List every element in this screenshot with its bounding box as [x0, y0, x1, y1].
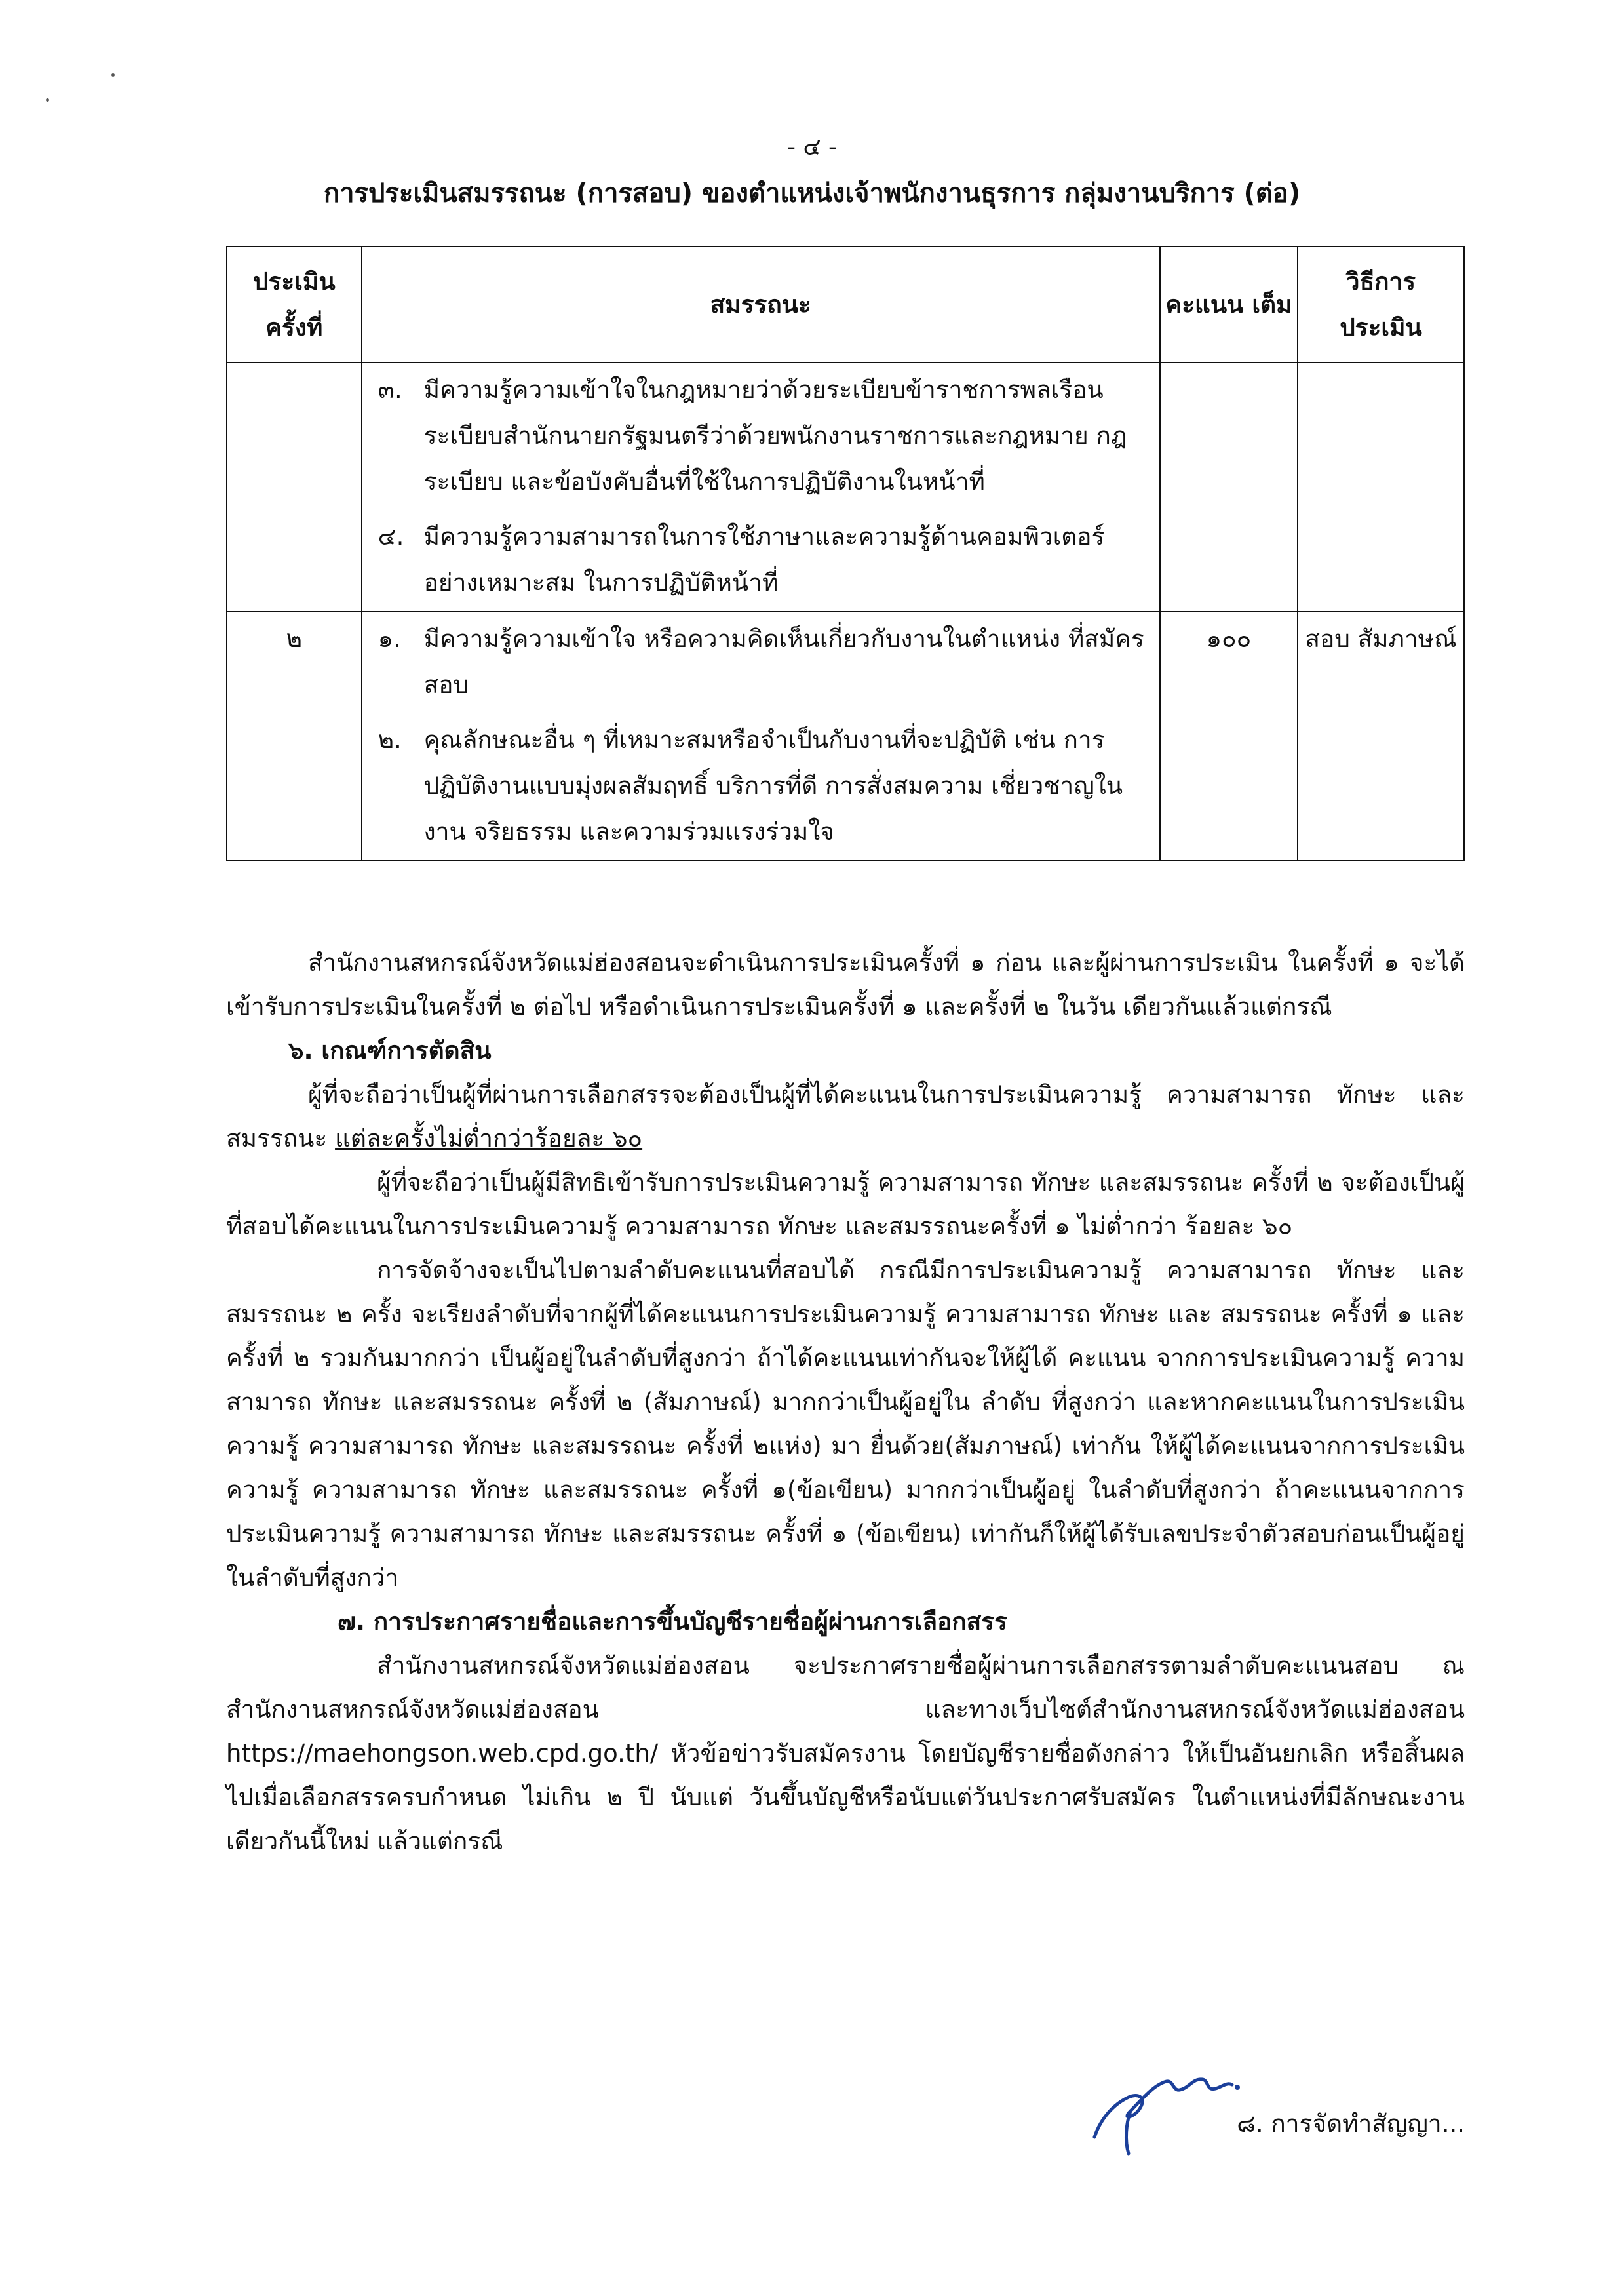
competency-item	[378, 514, 1150, 606]
header-score: คะแนน เต็ม	[1160, 246, 1298, 363]
paragraph-pass-criteria	[226, 1073, 1465, 1160]
score-cell	[1160, 363, 1298, 612]
scan-speck	[46, 98, 49, 102]
paragraph-ranking: การจัดจ้างจะเป็นไปตามลำดับคะแนนที่สอบได้ กรณีมีการประเมินความรู้ ความสามารถ ทักษะ และสมรรถนะ ๒ ครั้ง จะเรียงลำดับที่จากผู้ที่ได้คะแนนการประเมินความรู้ ความสามารถ ทักษะ และ สมรรถนะ ครั้งที่ ๑ และครั้งที่ ๒ รวมกันมากกว่า เป็นผู้อยู่ในลำดับที่สูงกว่า ถ้าได้คะแนนเท่ากันจะให้ผู้ได้ คะแนน จากการประเมินความรู้ ความสามารถ ทักษะ และสมรรถนะ ครั้งที่ ๒ (สัมภาษณ์) มากกว่าเป็นผู้อยู่ใน ลำดับ ที่สูงกว่า และหากคะแนนในการประเมินความรู้ ความสามารถ ทักษะ และสมรรถนะ ครั้งที่ ๒แห่ง) มา ยื่นด้วย(สัมภาษณ์) เท่ากัน ให้ผู้ได้คะแนนจากการประเมินความรู้ ความสามารถ ทักษะ และสมรรถนะ ครั้งที่ ๑(ข้อเขียน) มากกว่าเป็นผู้อยู่ ในลำดับที่สูงกว่า ถ้าคะแนนจากการประเมินความรู้ ความสามารถ ทักษะ และสมรรถนะ ครั้งที่ ๑ (ข้อเขียน) เท่ากันก็ให้ผู้ได้รับเลขประจำตัวสอบก่อนเป็นผู้อยู่ในลำดับที่สูงกว่า	[226, 1256, 1465, 1592]
competency-item	[378, 717, 1150, 855]
page-title: การประเมินสมรรถนะ (การสอบ) ของตำแหน่งเจ้าพนักงานธุรการ กลุ่มงานบริการ (ต่อ)	[323, 178, 1301, 208]
competency-cell	[362, 612, 1160, 861]
section-heading-criteria: ๖. เกณฑ์การตัดสิน	[288, 1036, 492, 1065]
scan-speck	[111, 73, 115, 77]
paragraph-assessment-order: สำนักงานสหกรณ์จังหวัดแม่ฮ่องสอนจะดำเนินการประเมินครั้งที่ ๑ ก่อน และผู้ผ่านการประเมิน ในครั้งที่ ๑ จะได้เข้ารับการประเมินในครั้งที่ ๒ ต่อไป หรือดำเนินการประเมินครั้งที่ ๑ และครั้งที่ ๒ ในวัน เดียวกันแล้วแต่กรณี	[226, 949, 1465, 1021]
competency-cell	[362, 363, 1160, 612]
table-header-row	[227, 246, 1464, 363]
pass-threshold: แต่ละครั้งไม่ต่ำกว่าร้อยละ ๖๐	[335, 1124, 643, 1152]
item-text: มีความรู้ความสามารถในการใช้ภาษาและความรู้ด้านคอมพิวเตอร์ อย่างเหมาะสม ในการปฏิบัติหน้าที่	[423, 522, 1105, 597]
item-text: คุณลักษณะอื่น ๆ ที่เหมาะสมหรือจำเป็นกับงานที่จะปฏิบัติ เช่น การปฏิบัติงานแบบมุ่งผลสัมฤทธิ์ บริการที่ดี การสั่งสมความ เชี่ยวชาญในงาน จริยธรรม และความร่วมแรงร่วมใจ	[423, 726, 1123, 846]
competency-table	[226, 246, 1465, 861]
paragraph-announcement: สำนักงานสหกรณ์จังหวัดแม่ฮ่องสอน จะประกาศรายชื่อผู้ผ่านการเลือกสรรตามลำดับคะแนนสอบ ณ สำนักงานสหกรณ์จังหวัดแม่ฮ่องสอน และทางเว็บไซต์สำนักงานสหกรณ์จังหวัดแม่ฮ่องสอน https://maehongson.web.cpd.go.th/ หัวข้อข่าวรับสมัครงาน โดยบัญชีรายชื่อดังกล่าว ให้เป็นอันยกเลิก หรือสิ้นผลไปเมื่อเลือกสรรครบกำหนด ไม่เกิน ๒ ปี นับแต่ วันขึ้นบัญชีหรือนับแต่วันประกาศรับสมัคร ในตำแหน่งที่มีลักษณะงานเดียวกันนี้ใหม่ แล้วแต่กรณี	[226, 1651, 1465, 1855]
item-number: ๒.	[377, 726, 402, 754]
item-number: ๓.	[377, 376, 402, 404]
header-method: วิธีการ ประเมิน	[1298, 246, 1464, 363]
paragraph-eligibility: ผู้ที่จะถือว่าเป็นผู้มีสิทธิเข้ารับการประเมินความรู้ ความสามารถ ทักษะ และสมรรถนะ ครั้งที่ ๒ จะต้องเป็นผู้ที่สอบได้คะแนนในการประเมินความรู้ ความสามารถ ทักษะ และสมรรถนะครั้งที่ ๑ ไม่ต่ำกว่า ร้อยละ ๖๐	[226, 1168, 1465, 1240]
item-number: ๔.	[377, 522, 404, 551]
header-round: ประเมิน ครั้งที่	[227, 246, 362, 363]
method-cell: สอบ สัมภาษณ์	[1298, 612, 1464, 861]
round-cell	[227, 363, 362, 612]
table-row	[227, 612, 1464, 861]
page-number: - ๔ -	[786, 134, 838, 161]
score-cell: ๑๐๐	[1160, 612, 1298, 861]
section-heading-announcement: ๗. การประกาศรายชื่อและการขึ้นบัญชีรายชื่อผู้ผ่านการเลือกสรร	[338, 1607, 1007, 1636]
table-row	[227, 363, 1464, 612]
pass-criteria-text: ผู้ที่จะถือว่าเป็นผู้ที่ผ่านการเลือกสรรจะต้องเป็นผู้ที่ได้คะแนนในการประเมินความรู้ ความสามารถ ทักษะ และสมรรถนะ	[226, 1080, 1465, 1152]
body-text	[226, 941, 1465, 1863]
next-page-reference: ๘. การจัดทำสัญญา...	[1237, 2110, 1465, 2138]
item-text: มีความรู้ความเข้าใจ หรือความคิดเห็นเกี่ยวกับงานในตำแหน่ง ที่สมัครสอบ	[423, 625, 1144, 699]
method-cell	[1298, 363, 1464, 612]
round-cell: ๒	[227, 612, 362, 861]
item-text: มีความรู้ความเข้าใจในกฎหมายว่าด้วยระเบียบข้าราชการพลเรือน ระเบียบสำนักนายกรัฐมนตรีว่าด้วยพนักงานราชการและกฎหมาย กฎระเบียบ และข้อบังคับอื่นที่ใช้ในการปฏิบัติงานในหน้าที่	[423, 376, 1127, 496]
competency-item	[378, 616, 1150, 708]
header-competency: สมรรถนะ	[362, 246, 1160, 363]
competency-item	[378, 367, 1150, 505]
item-number: ๑.	[377, 625, 401, 653]
